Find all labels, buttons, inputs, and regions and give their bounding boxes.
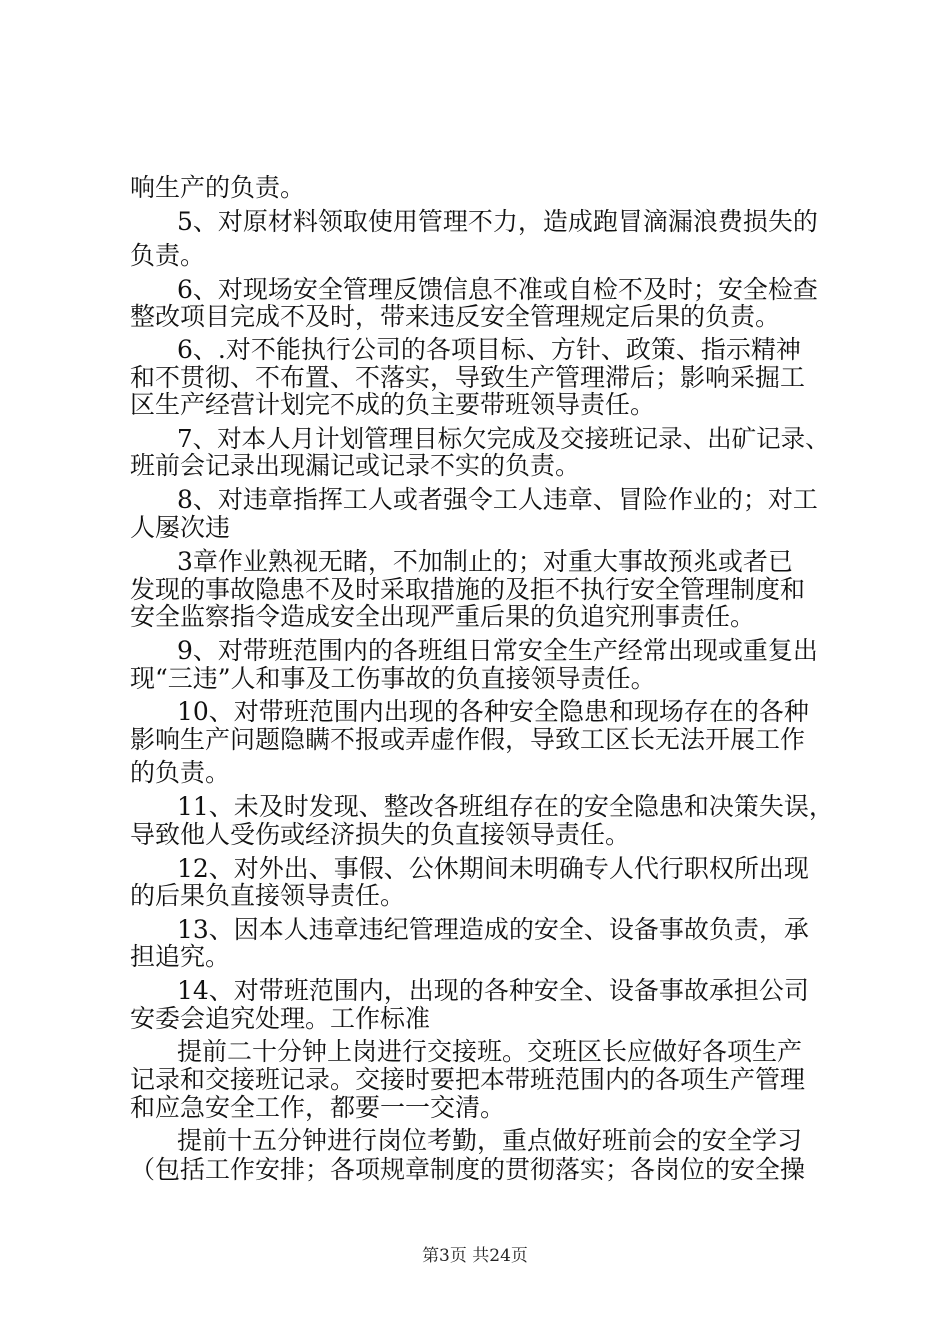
text-line: 10、对带班范围内出现的各种安全隐患和现场存在的各种 bbox=[177, 697, 809, 726]
text-line: 12、对外出、事假、公休期间未明确专人代行职权所出现 bbox=[177, 854, 809, 883]
text-line: 提前十五分钟进行岗位考勤，重点做好班前会的安全学习 bbox=[177, 1126, 803, 1155]
text-line: 现“三违”人和事及工伤事故的负直接领导责任。 bbox=[130, 664, 656, 693]
text-line: 安委会追究处理。工作标准 bbox=[130, 1004, 431, 1033]
text-line: 区生产经营计划完不成的负主要带班领导责任。 bbox=[130, 390, 656, 419]
text-line: 的负责。 bbox=[130, 758, 231, 787]
text-line: 6、对现场安全管理反馈信息不准或自检不及时；安全检查 bbox=[177, 275, 818, 304]
text-line: 影响生产问题隐瞒不报或弄虚作假，导致工区长无法开展工作 bbox=[130, 725, 806, 754]
text-line: 发现的事故隐患不及时采取措施的及拒不执行安全管理制度和 bbox=[130, 575, 806, 604]
text-line: 5、对原材料领取使用管理不力，造成跑冒滴漏浪费损失的 bbox=[177, 207, 818, 236]
text-line: 和应急安全工作，都要一一交清。 bbox=[130, 1093, 506, 1122]
text-line: 11、未及时发现、整改各班组存在的安全隐患和决策失误， bbox=[177, 792, 834, 821]
text-line: 6、.对不能执行公司的各项目标、方针、政策、指示精神 bbox=[177, 335, 801, 364]
text-line: 安全监察指令造成安全出现严重后果的负追究刑事责任。 bbox=[130, 602, 756, 631]
text-line: 的后果负直接领导责任。 bbox=[130, 881, 406, 910]
text-line: 导致他人受伤或经济损失的负直接领导责任。 bbox=[130, 820, 631, 849]
text-line: 响生产的负责。 bbox=[130, 173, 306, 202]
text-line: （包括工作安排；各项规章制度的贯彻落实；各岗位的安全操 bbox=[130, 1155, 806, 1184]
text-line: 和不贯彻、不布置、不落实，导致生产管理滞后；影响采掘工 bbox=[130, 363, 806, 392]
text-line: 人屡次违 bbox=[130, 513, 231, 542]
text-line: 3章作业熟视无睹，不加制止的；对重大事故预兆或者已 bbox=[177, 547, 793, 576]
text-line: 提前二十分钟上岗进行交接班。交班区长应做好各项生产 bbox=[177, 1037, 803, 1066]
text-line: 9、对带班范围内的各班组日常安全生产经常出现或重复出 bbox=[177, 636, 818, 665]
text-line: 14、对带班范围内，出现的各种安全、设备事故承担公司 bbox=[177, 976, 809, 1005]
text-line: 13、因本人违章违纪管理造成的安全、设备事故负责，承 bbox=[177, 915, 809, 944]
text-line: 担追究。 bbox=[130, 942, 231, 971]
text-line: 记录和交接班记录。交接时要把本带班范围内的各项生产管理 bbox=[130, 1065, 806, 1094]
text-line: 7、对本人月计划管理目标欠完成及交接班记录、出矿记录、 bbox=[177, 424, 830, 453]
text-line: 班前会记录出现漏记或记录不实的负责。 bbox=[130, 451, 581, 480]
text-line: 负责。 bbox=[130, 241, 206, 270]
page-number-footer: 第3页 共24页 bbox=[422, 1246, 528, 1266]
text-line: 整改项目完成不及时，带来违反安全管理规定后果的负责。 bbox=[130, 302, 781, 331]
text-line: 8、对违章指挥工人或者强令工人违章、冒险作业的；对工 bbox=[177, 485, 818, 514]
